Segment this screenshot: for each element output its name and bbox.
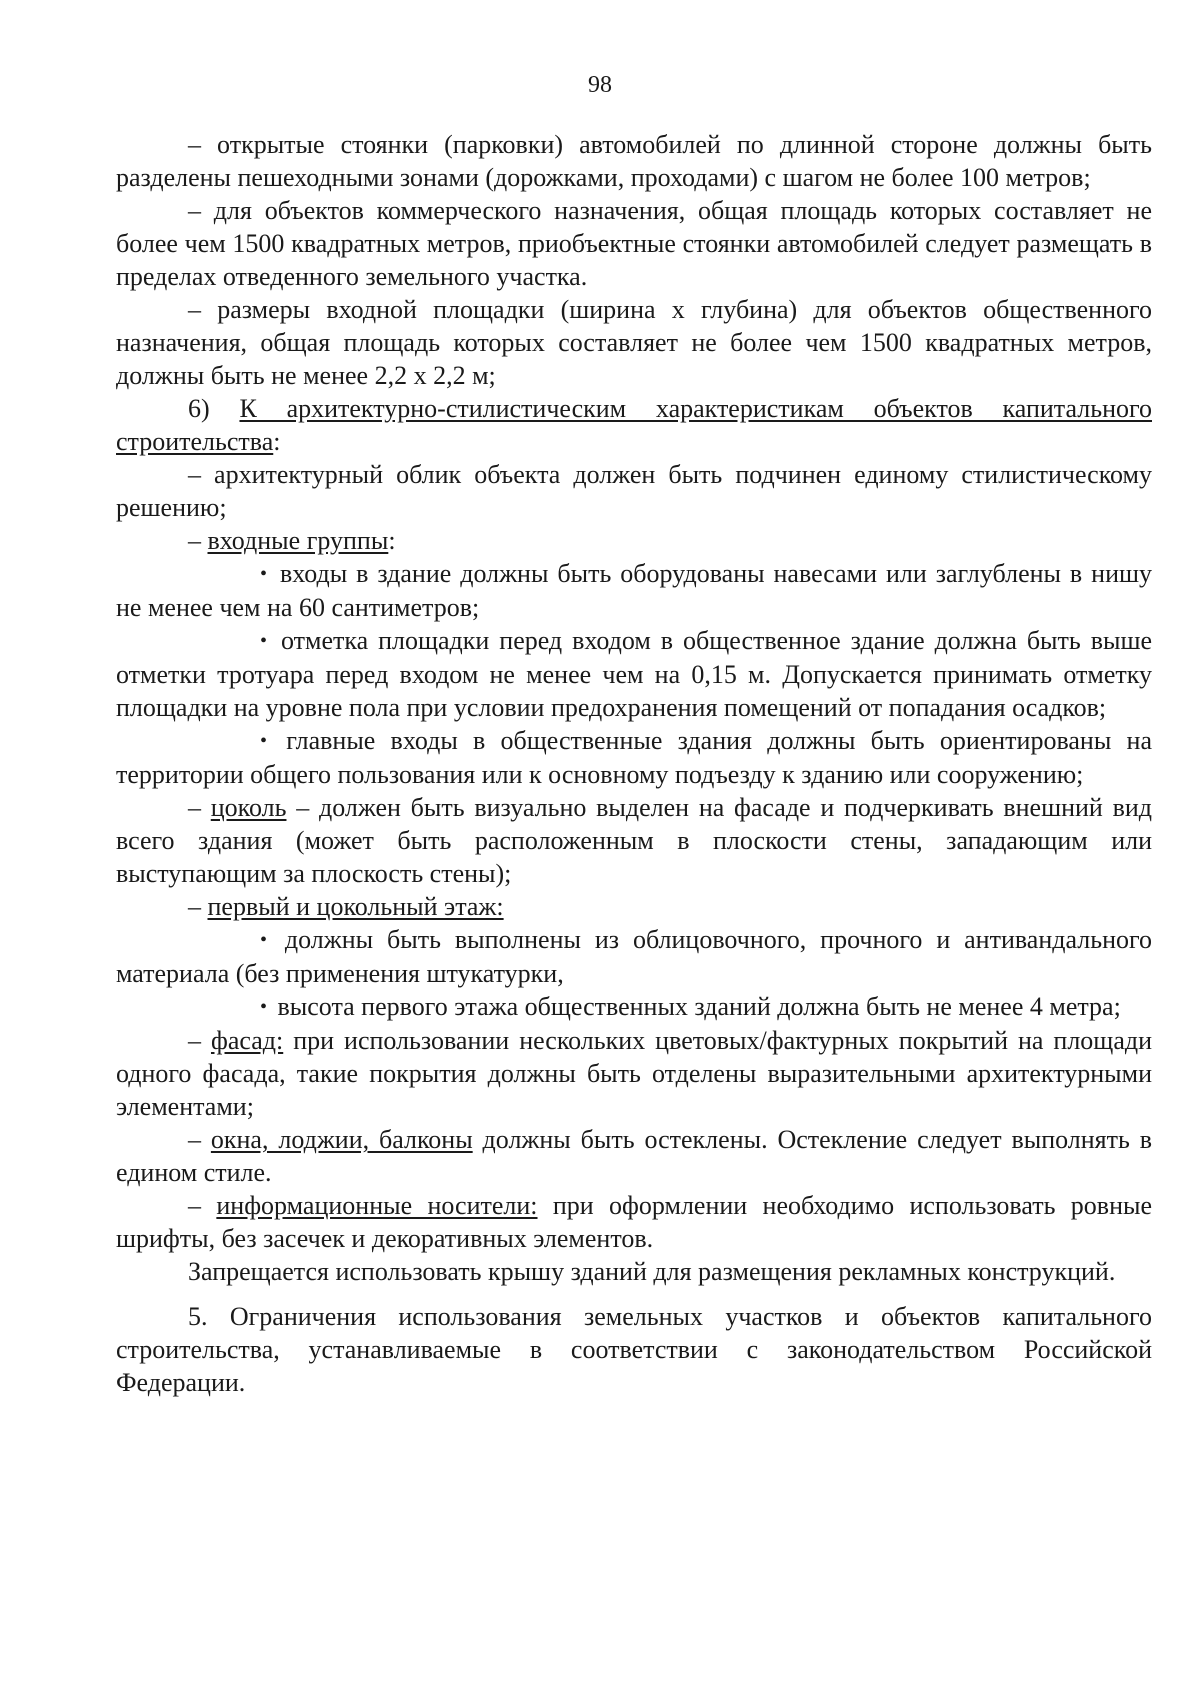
paragraph-commercial-parking: – для объектов коммерческого назначения, общая площадь которых составляет не более чем 1500 квадратных метров, приобъектные стоянки автомобилей следует размещать в пределах отведенного земельного участка. [116,196,1152,291]
windows-text: должны быть остеклены. Остекление следует выполнять в едином стиле. [116,1125,1153,1187]
paragraph-roof-advertising: Запрещается использовать крышу зданий для размещения рекламных конструкций. [188,1257,1116,1286]
bullet-icon: • [260,730,268,752]
bullet-icon: • [260,563,268,585]
facade-prefix: – [188,1026,211,1055]
bullet-icon: • [260,929,268,951]
paragraph-facade [116,1024,1152,1123]
paragraph-windows [116,1123,1152,1189]
first-floor-term: первый и цокольный этаж: [207,892,504,921]
info-carriers-prefix: – [188,1191,217,1220]
plinth-term: цоколь [210,793,287,822]
paragraph-architectural-heading [116,392,1152,458]
first-floor-prefix: – [188,892,208,921]
info-carriers-term: информационные носители: [216,1191,538,1220]
plinth-prefix: – [188,793,211,822]
paragraph-plinth [116,791,1152,890]
paragraph-entrance-size: – размеры входной площадки (ширина х глубина) для объектов общественного назначения, общая площадь которых составляет не более чем 1500 квадратных метров, должны быть не менее 2,2 х 2,2 м; [116,295,1152,390]
heading-underlined: К архитектурно-стилистическим характеристикам объектов капитального строительства [116,394,1152,456]
heading-prefix: 6) [188,394,240,423]
list-item-text: главные входы в общественные здания должны быть ориентированы на территории общего пользования или к основному подъезду к зданию или сооружению; [116,726,1153,789]
page-number: 98 [588,72,612,98]
paragraph-parking-zones: – открытые стоянки (парковки) автомобилей по длинной стороне должны быть разделены пешеходными зонами (дорожками, проходами) с шагом не более 100 метров; [116,130,1152,192]
paragraph-info-carriers [116,1189,1152,1255]
entrance-groups-term: входные группы [207,526,389,555]
info-carriers-text: при оформлении необходимо использовать ровные шрифты, без засечек и декоративных элементов. [116,1191,1153,1253]
document-body [116,128,1152,1399]
entrance-groups-prefix: – [188,526,208,555]
windows-prefix: – [188,1125,211,1154]
windows-term: окна, лоджии, балконы [210,1125,473,1154]
list-item-text: высота первого этажа общественных зданий должна быть не менее 4 метра; [277,992,1121,1021]
list-item-main-entrances [116,724,1152,791]
list-item-text: входы в здание должны быть оборудованы навесами или заглублены в нишу не менее чем на 60 сантиметров; [116,559,1153,622]
list-item-entrance-canopies [116,557,1152,624]
heading-suffix: : [273,427,281,456]
facade-text: при использовании нескольких цветовых/фактурных покрытий на площади одного фасада, такие покрытия должны быть отделены выразительными архитектурными элементами; [116,1026,1153,1121]
bullet-icon: • [260,630,268,652]
list-item-text: отметка площадки перед входом в общественное здание должна быть выше отметки тротуара перед входом не менее чем на 0,15 м. Допускается принимать отметку площадки на уровне пола при условии предохранения помещений от попадания осадков; [116,626,1153,722]
paragraph-entrance-groups [116,524,1152,557]
list-item-floor-height [116,990,1152,1024]
list-item-facing-material [116,923,1152,990]
list-item-platform-level [116,624,1152,724]
plinth-text: – должен быть визуально выделен на фасаде и подчеркивать внешний вид всего здания (может быть расположенным в плоскости стены, западающим или выступающим за плоскость стены); [116,793,1152,888]
paragraph-first-floor [116,890,1152,923]
entrance-groups-suffix: : [388,526,396,555]
list-item-text: должны быть выполнены из облицовочного, прочного и антивандального материала (без применения штукатурки, [116,925,1153,988]
bullet-icon: • [260,996,268,1018]
paragraph-architectural-style: – архитектурный облик объекта должен быть подчинен единому стилистическому решению; [116,460,1152,522]
section-5-heading: 5. Ограничения использования земельных участков и объектов капитального строительства, устанавливаемые в соответствии с законодательством Российской Федерации. [116,1302,1152,1397]
facade-term: фасад: [210,1026,284,1055]
